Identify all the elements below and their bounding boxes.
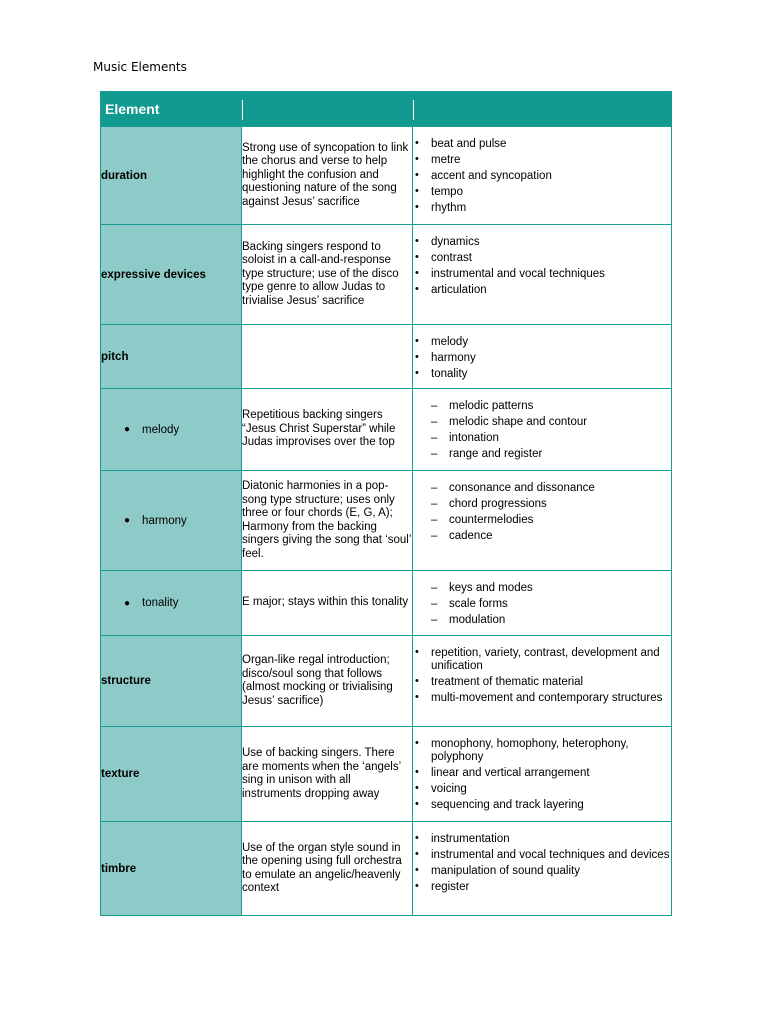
list-item: • multi-movement and contemporary structures	[413, 692, 671, 706]
list-item: – cadence	[413, 530, 671, 544]
list-item: • instrumental and vocal techniques	[413, 268, 671, 282]
element-cell: structure	[101, 636, 242, 727]
list-item: – countermelodies	[413, 514, 671, 528]
element-label: melody	[142, 423, 180, 436]
description-cell: Use of backing singers. There are moments when the ‘angels’ sing in unison with all instruments dropping away	[242, 727, 413, 822]
concepts-cell	[413, 636, 672, 727]
list-item: • melody	[413, 336, 671, 350]
list-item: – intonation	[413, 432, 671, 446]
list-item: – melodic patterns	[413, 400, 671, 414]
element-cell: pitch	[101, 325, 242, 389]
list-item: • harmony	[413, 352, 671, 366]
list-item: – consonance and dissonance	[413, 482, 671, 496]
list-item: • accent and syncopation	[413, 170, 671, 184]
list-item: • manipulation of sound quality	[413, 865, 671, 879]
concepts-cell	[413, 727, 672, 822]
list-item: • tempo	[413, 186, 671, 200]
element-cell: texture	[101, 727, 242, 822]
table-row	[101, 727, 672, 822]
concepts-cell	[413, 225, 672, 325]
element-label: harmony	[142, 514, 187, 527]
list-item: • contrast	[413, 252, 671, 266]
list-item: – chord progressions	[413, 498, 671, 512]
header-row	[101, 92, 672, 127]
list-item: • sequencing and track layering	[413, 799, 671, 813]
concepts-cell	[413, 571, 672, 636]
bullet-icon: ●	[124, 597, 131, 609]
description-cell: Diatonic harmonies in a pop-song type structure; uses only three or four chords (E, G, A); Harmony from the backing singers giving the song that ‘soul’ feel.	[242, 471, 413, 571]
description-cell: Strong use of syncopation to link the chorus and verse to help highlight the confusion and questioning nature of the song against Jesus’ sacrifice	[242, 127, 413, 225]
element-cell	[101, 471, 242, 571]
header-concepts	[413, 92, 672, 127]
list-item: • rhythm	[413, 202, 671, 216]
concepts-cell	[413, 471, 672, 571]
list-item: • treatment of thematic material	[413, 676, 671, 690]
concepts-cell	[413, 127, 672, 225]
bullet-icon: ●	[124, 515, 131, 526]
list-item: • articulation	[413, 284, 671, 298]
list-item: • beat and pulse	[413, 138, 671, 152]
description-cell: Use of the organ style sound in the opening using full orchestra to emulate an angelic/heavenly context	[242, 822, 413, 916]
list-item: • instrumental and vocal techniques and devices	[413, 849, 671, 863]
list-item: – keys and modes	[413, 582, 671, 596]
bullet-icon: ●	[124, 424, 131, 435]
description-cell: Organ-like regal introduction; disco/soul song that follows (almost mocking or trivialising Jesus’ sacrifice)	[242, 636, 413, 727]
description-cell: Repetitious backing singers “Jesus Christ Superstar” while Judas improvises over the top	[242, 389, 413, 471]
table-row	[101, 822, 672, 916]
element-cell: timbre	[101, 822, 242, 916]
document-title: Music Elements	[93, 60, 187, 74]
music-elements-table	[100, 91, 672, 916]
list-item: – melodic shape and contour	[413, 416, 671, 430]
concepts-cell	[413, 325, 672, 389]
description-cell: Backing singers respond to soloist in a call-and-response type structure; use of the disco type genre to allow Judas to trivialise Jesus’ sacrifice	[242, 225, 413, 325]
list-item: – modulation	[413, 614, 671, 628]
concepts-cell	[413, 822, 672, 916]
description-cell: E major; stays within this tonality	[242, 571, 413, 636]
list-item: • linear and vertical arrangement	[413, 767, 671, 781]
list-item: – scale forms	[413, 598, 671, 612]
list-item: • voicing	[413, 783, 671, 797]
list-item: • repetition, variety, contrast, development and unification	[413, 647, 671, 674]
element-cell: duration	[101, 127, 242, 225]
list-item: • tonality	[413, 368, 671, 382]
list-item: • dynamics	[413, 236, 671, 250]
table-row	[101, 225, 672, 325]
table-row	[101, 636, 672, 727]
table-row	[101, 389, 672, 471]
header-element: Element	[101, 92, 242, 127]
list-item: • metre	[413, 154, 671, 168]
list-item: – range and register	[413, 448, 671, 462]
list-item: • instrumentation	[413, 833, 671, 847]
table-row	[101, 471, 672, 571]
element-cell: expressive devices	[101, 225, 242, 325]
list-item: • monophony, homophony, heterophony, polyphony	[413, 738, 671, 765]
table-row	[101, 571, 672, 636]
table-row	[101, 127, 672, 225]
list-item: • register	[413, 881, 671, 895]
element-cell	[101, 571, 242, 636]
concepts-cell	[413, 389, 672, 471]
element-label: tonality	[142, 597, 179, 609]
element-cell	[101, 389, 242, 471]
header-description	[242, 92, 413, 127]
description-cell	[242, 325, 413, 389]
table-row	[101, 325, 672, 389]
